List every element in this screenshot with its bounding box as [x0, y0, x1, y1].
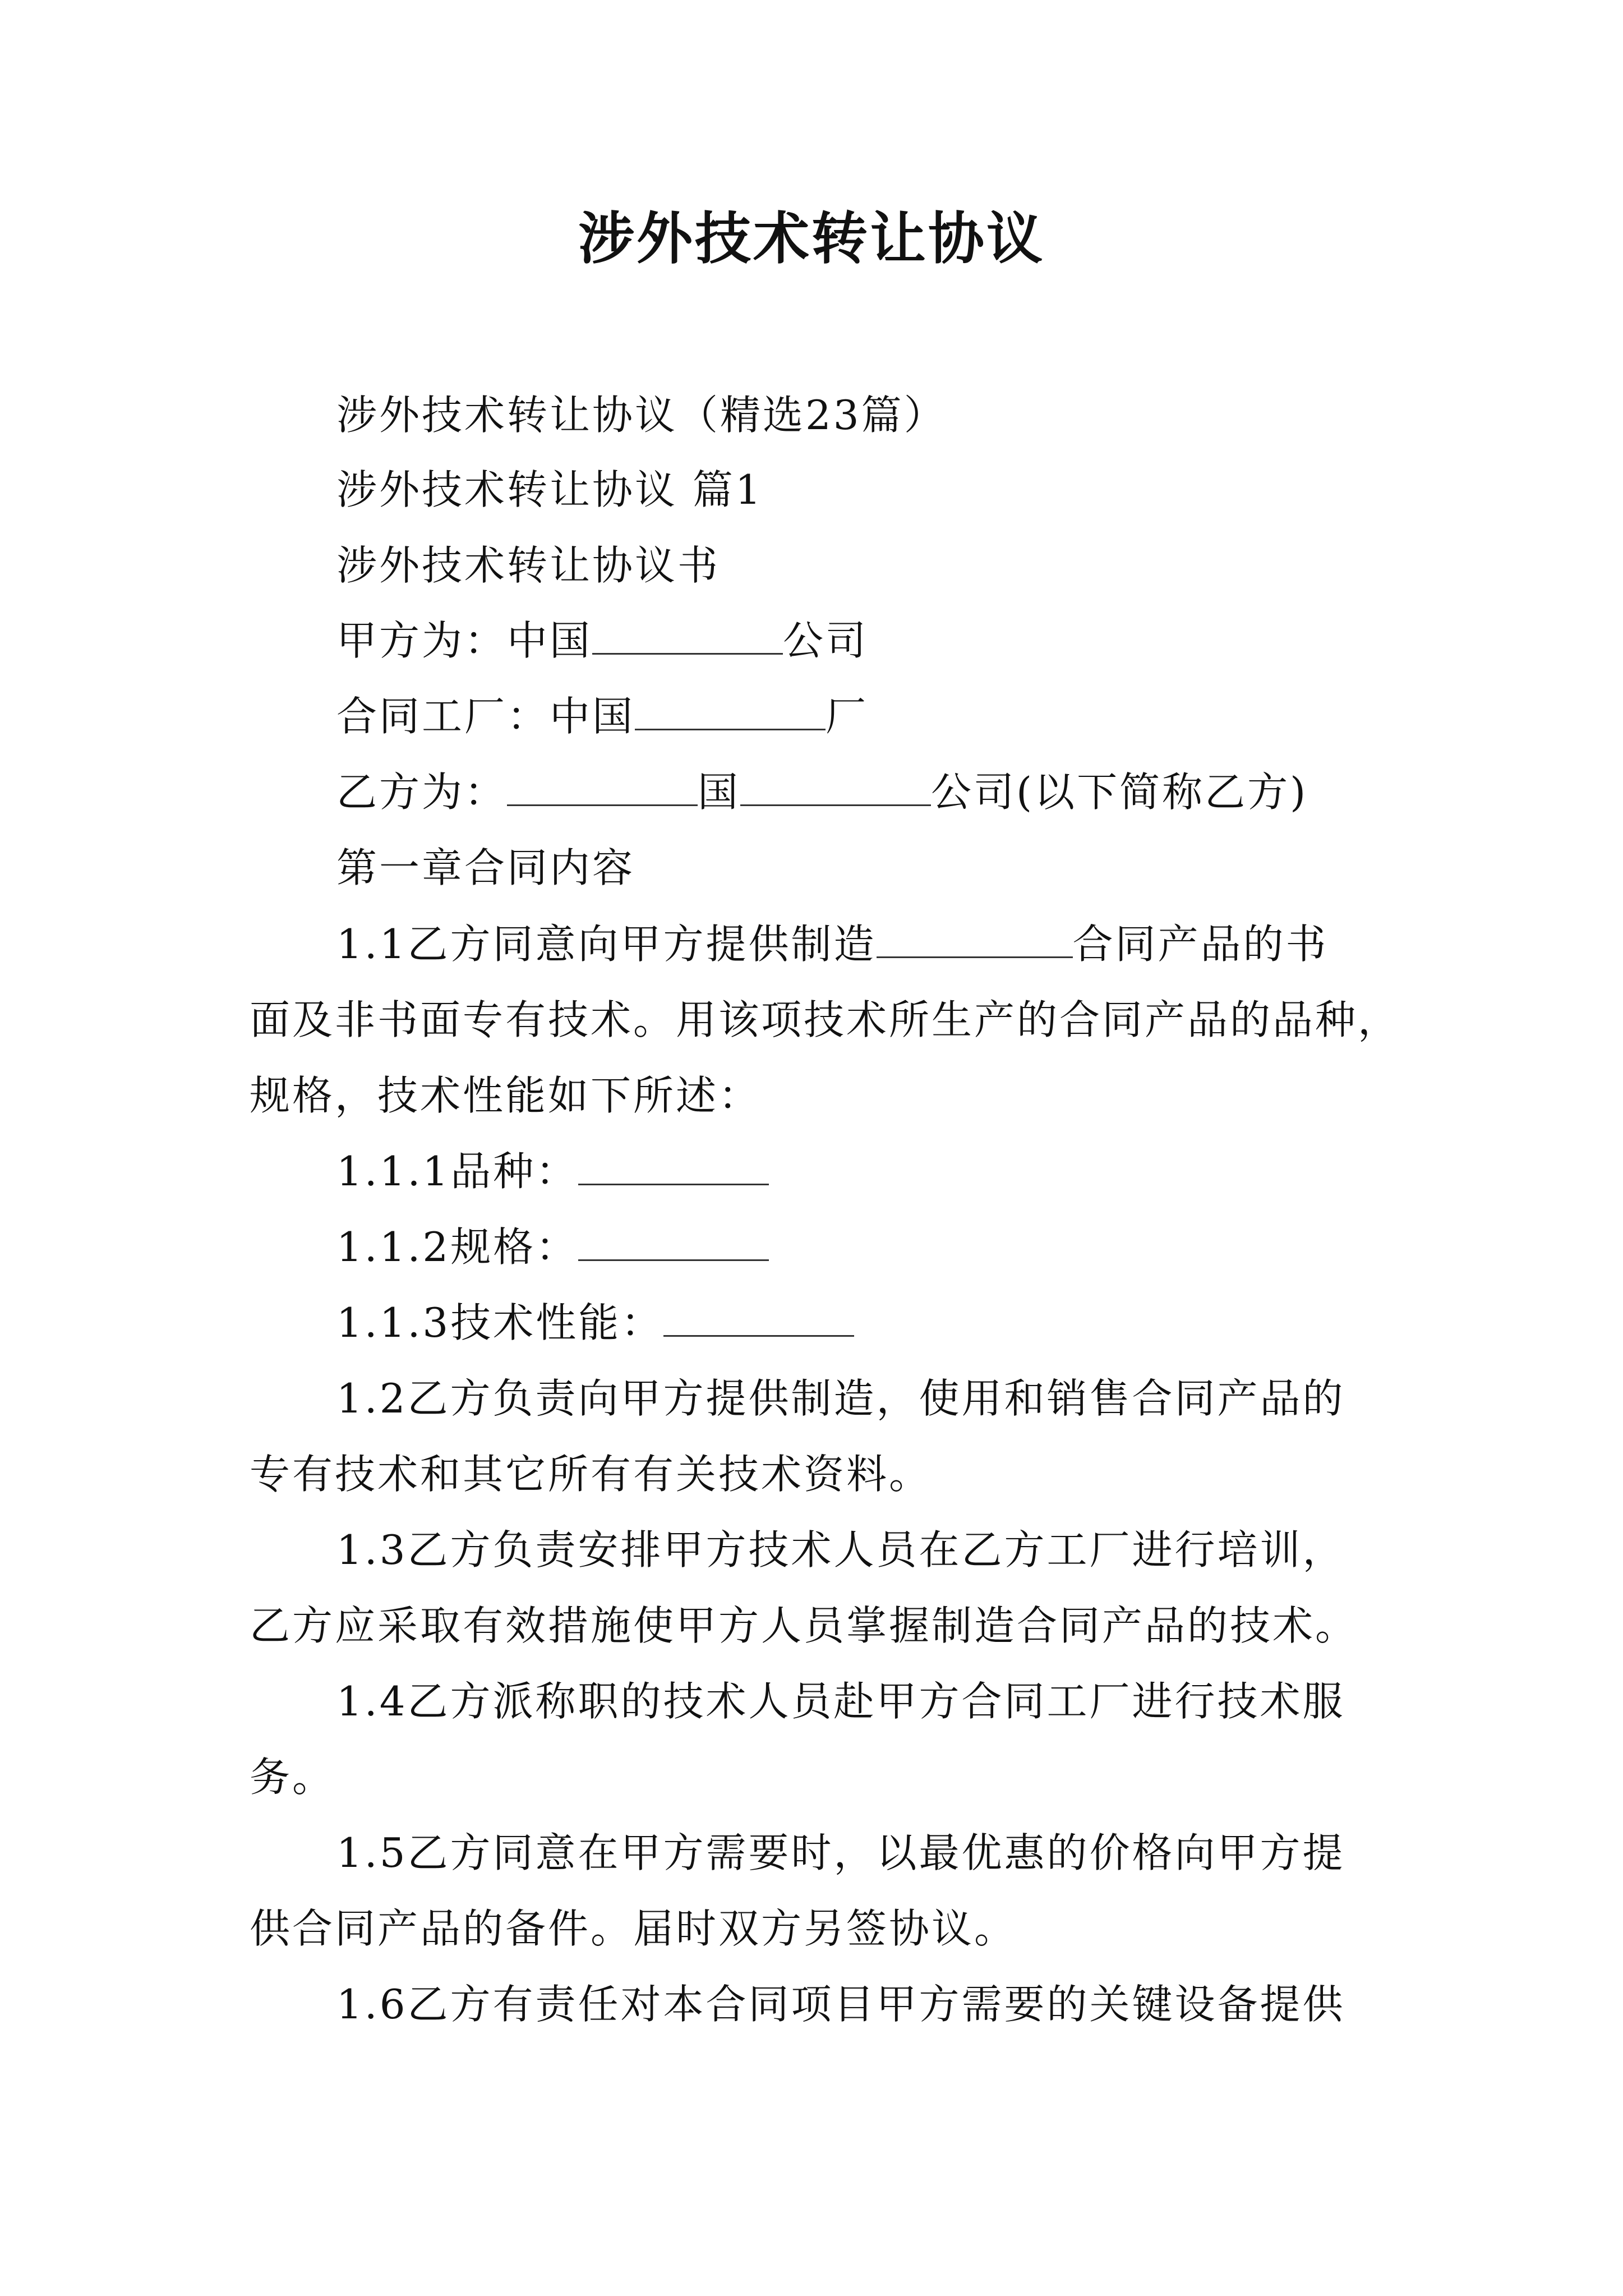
- text: 面及非书面专有技术。用该项技术所生产的合同产品的品种，: [250, 996, 1401, 1043]
- clause-1-1: [336, 916, 1329, 972]
- clause-1-3: [336, 1522, 1345, 1578]
- blank-underline: [592, 614, 783, 655]
- clause-1-1-cont: [250, 1068, 761, 1124]
- clause-1-1-3: [336, 1295, 854, 1351]
- text: 1.1.3技术性能：: [336, 1299, 664, 1346]
- text: 第一章合同内容: [336, 844, 635, 891]
- clause-1-1-2: [336, 1219, 769, 1275]
- clause-1-3-cont: [250, 1598, 1358, 1654]
- clause-1-6: [336, 1976, 1345, 2032]
- text: 1.4乙方派称职的技术人员赴甲方合同工厂进行技术服: [336, 1678, 1345, 1725]
- blank-underline: [740, 765, 931, 806]
- subtitle-line: [336, 387, 947, 443]
- text: 合同产品的书: [1072, 921, 1329, 968]
- blank-underline: [663, 1296, 854, 1337]
- text: 1.5乙方同意在甲方需要时，以最优惠的价格向甲方提: [336, 1829, 1345, 1876]
- factory-label: 合同工厂：中国: [336, 693, 635, 740]
- chapter-heading: [336, 840, 635, 896]
- blank-underline: [507, 765, 698, 806]
- text: 1.1.2规格：: [336, 1223, 579, 1271]
- party-a-suffix: 公司: [783, 617, 869, 664]
- clause-1-4-cont: [250, 1749, 335, 1805]
- text: 1.3乙方负责安排甲方技术人员在乙方工厂进行培训，: [336, 1526, 1345, 1573]
- clause-1-1-1: [336, 1143, 769, 1199]
- clause-1-5: [336, 1825, 1345, 1881]
- section-heading: [336, 462, 763, 518]
- text: 务。: [250, 1754, 335, 1801]
- blank-underline: [635, 689, 826, 730]
- contract-factory-line: [336, 688, 868, 744]
- party-b-country: 国: [698, 769, 741, 816]
- text: 专有技术和其它所有有关技术资料。: [250, 1451, 932, 1498]
- clause-1-1-cont: [250, 992, 1400, 1048]
- party-b-suffix: 公司(以下简称乙方): [931, 769, 1308, 816]
- text: 1.1.1品种：: [336, 1148, 579, 1195]
- text: 规格，技术性能如下所述：: [250, 1072, 762, 1119]
- factory-suffix: 厂: [826, 693, 869, 740]
- clause-1-2: [336, 1370, 1345, 1427]
- blank-underline: [578, 1144, 769, 1185]
- text: 1.6乙方有责任对本合同项目甲方需要的关键设备提供: [336, 1981, 1345, 2028]
- text: 供合同产品的备件。届时双方另签协议。: [250, 1905, 1017, 1952]
- text: 涉外技术转让协议（精选23篇）: [336, 392, 947, 439]
- clause-1-4: [336, 1673, 1345, 1729]
- text: 1.1乙方同意向甲方提供制造: [336, 921, 877, 968]
- document-title: 涉外技术转让协议: [578, 205, 1045, 272]
- text: 涉外技术转让协议 篇1: [336, 466, 763, 513]
- party-b-label: 乙方为：: [336, 769, 508, 816]
- text: 涉外技术转让协议书: [336, 542, 721, 589]
- party-a-label: 甲方为：中国: [336, 617, 593, 664]
- agreement-heading: [336, 537, 720, 593]
- blank-underline: [877, 917, 1073, 958]
- text: 乙方应采取有效措施使甲方人员掌握制造合同产品的技术。: [250, 1602, 1358, 1649]
- party-a-line: [336, 613, 868, 669]
- text: 1.2乙方负责向甲方提供制造，使用和销售合同产品的: [336, 1375, 1345, 1422]
- clause-1-2-cont: [250, 1446, 932, 1502]
- party-b-line: [336, 764, 1308, 820]
- clause-1-5-cont: [250, 1901, 1017, 1957]
- blank-underline: [578, 1220, 769, 1261]
